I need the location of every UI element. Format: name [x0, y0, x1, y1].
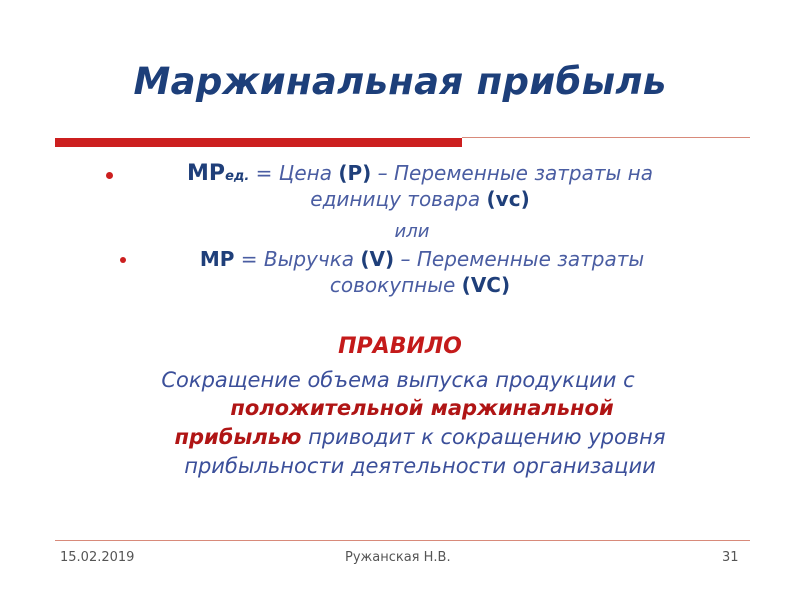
- item1-code1: (Р): [338, 161, 372, 185]
- rule-emphasis1: положительной маржинальной: [230, 396, 614, 420]
- rule-emphasis2: прибылью: [174, 425, 302, 449]
- title-underline-thin: [462, 137, 750, 138]
- item2-line1: [22, 246, 800, 272]
- item2-line2-text: совокупные: [329, 273, 462, 297]
- item2-op2: – Переменные затраты: [394, 247, 645, 271]
- item1-term-sub: ед.: [225, 169, 250, 184]
- item2-op1: = Выручка: [234, 247, 361, 271]
- item2-term: МР: [199, 247, 235, 271]
- item2-code2: (VC): [461, 273, 511, 297]
- title-underline-accent: [55, 138, 462, 147]
- item1-line2: [20, 186, 800, 212]
- rule-line3-rest: приводит к сокращению уровня: [301, 425, 666, 449]
- slide-title: Маржинальная прибыль: [133, 60, 667, 103]
- item1-op2: – Переменные затраты на: [371, 161, 653, 185]
- connector-text: или: [394, 221, 430, 242]
- item1-op1: = Цена: [249, 161, 339, 185]
- rule-line3: [20, 423, 800, 451]
- item2-code1: (V): [360, 247, 395, 271]
- item1-line2-text: единицу товара: [310, 187, 487, 211]
- rule-line2: [22, 394, 800, 422]
- footer-author: Ружанская Н.В.: [345, 550, 451, 565]
- item1-code2: (vc): [486, 187, 530, 211]
- item1-term: МР: [187, 161, 226, 186]
- item2-line2: [20, 272, 800, 298]
- rule-line1: Сокращение объема выпуска продукции с: [161, 368, 635, 392]
- footer-page-number: 31: [722, 550, 739, 565]
- rule-heading: ПРАВИЛО: [338, 334, 462, 359]
- footer-date: 15.02.2019: [60, 550, 135, 565]
- rule-line4: прибыльности деятельности организации: [184, 454, 656, 478]
- footer-divider: [55, 540, 750, 541]
